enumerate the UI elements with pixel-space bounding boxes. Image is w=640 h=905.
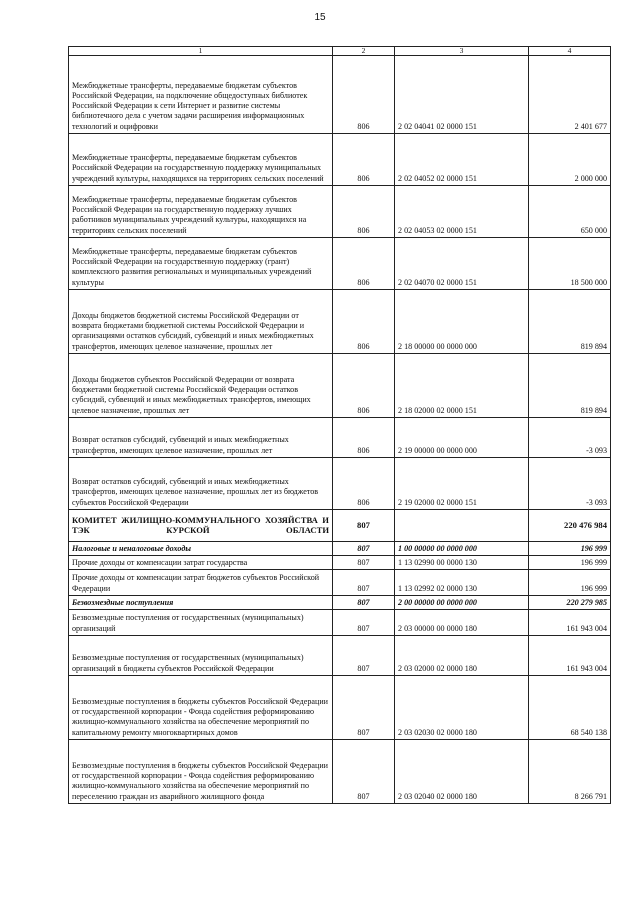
row-description: Безвозмездные поступления в бюджеты субъектов Российской Федерации от государственной корпорации - Фонда содействия реформированию жилищно-коммунального хозяйства на обеспечение мероприятий по переселению граждан из аварийного жилищного фонда	[69, 740, 333, 804]
row-admin-code: 806	[333, 418, 395, 458]
row-budget-code: 2 00 00000 00 0000 000	[395, 596, 529, 610]
section-row	[69, 596, 611, 610]
row-description: Безвозмездные поступления	[69, 596, 333, 610]
row-admin-code: 806	[333, 134, 395, 186]
row-amount: 220 279 985	[529, 596, 611, 610]
row-admin-code: 807	[333, 510, 395, 542]
row-amount: 196 999	[529, 542, 611, 556]
page-number: 15	[314, 12, 326, 23]
row-admin-code: 806	[333, 186, 395, 238]
row-description: Безвозмездные поступления в бюджеты субъектов Российской Федерации от государственной корпорации - Фонда содействия реформированию жилищно-коммунального хозяйства на обеспечение мероприятий по капитальному ремонту многоквартирных домов	[69, 676, 333, 740]
row-amount: 2 000 000	[529, 134, 611, 186]
table-row	[69, 134, 611, 186]
row-admin-code: 807	[333, 740, 395, 804]
row-amount: -3 093	[529, 458, 611, 510]
row-budget-code: 2 03 02040 02 0000 180	[395, 740, 529, 804]
column-number-row	[69, 47, 611, 56]
row-amount: 220 476 984	[529, 510, 611, 542]
table-row	[69, 570, 611, 596]
row-admin-code: 807	[333, 556, 395, 570]
row-description: Безвозмездные поступления от государственных (муниципальных) организаций	[69, 610, 333, 636]
row-budget-code: 2 02 04070 02 0000 151	[395, 238, 529, 290]
table-row	[69, 740, 611, 804]
table-row	[69, 354, 611, 418]
row-budget-code: 1 00 00000 00 0000 000	[395, 542, 529, 556]
row-amount: 8 266 791	[529, 740, 611, 804]
row-admin-code: 807	[333, 596, 395, 610]
row-description: Прочие доходы от компенсации затрат бюджетов субъектов Российской Федерации	[69, 570, 333, 596]
row-description: Межбюджетные трансферты, передаваемые бюджетам субъектов Российской Федерации на государственную поддержку лучших работников муниципальных учреждений культуры, находящихся на территориях сельских поселений	[69, 186, 333, 238]
row-budget-code: 2 02 04053 02 0000 151	[395, 186, 529, 238]
row-budget-code: 1 13 02992 02 0000 130	[395, 570, 529, 596]
table-row	[69, 418, 611, 458]
row-budget-code	[395, 510, 529, 542]
table-row	[69, 186, 611, 238]
row-budget-code: 1 13 02990 00 0000 130	[395, 556, 529, 570]
table-row	[69, 238, 611, 290]
table-row	[69, 636, 611, 676]
column-number: 1	[69, 47, 333, 56]
row-amount: 161 943 004	[529, 610, 611, 636]
row-description: Возврат остатков субсидий, субвенций и иных межбюджетных трансфертов, имеющих целевое назначение, прошлых лет из бюджетов субъектов Российской Федерации	[69, 458, 333, 510]
row-budget-code: 2 19 02000 02 0000 151	[395, 458, 529, 510]
row-amount: -3 093	[529, 418, 611, 458]
row-admin-code: 807	[333, 676, 395, 740]
row-budget-code: 2 02 04041 02 0000 151	[395, 56, 529, 134]
column-number: 3	[395, 47, 529, 56]
row-description: Прочие доходы от компенсации затрат государства	[69, 556, 333, 570]
row-amount: 161 943 004	[529, 636, 611, 676]
row-amount: 650 000	[529, 186, 611, 238]
row-budget-code: 2 03 00000 00 0000 180	[395, 610, 529, 636]
column-number: 2	[333, 47, 395, 56]
row-description: Межбюджетные трансферты, передаваемые бюджетам субъектов Российской Федерации на государственную поддержку муниципальных учреждений культуры, находящихся на территориях сельских поселений	[69, 134, 333, 186]
row-budget-code: 2 03 02030 02 0000 180	[395, 676, 529, 740]
row-description: Доходы бюджетов бюджетной системы Российской Федерации от возврата бюджетами бюджетной системы Российской Федерации и организациями остатков субсидий, субвенций и иных межбюджетных трансфертов, имеющих целевое назначение, прошлых лет	[69, 290, 333, 354]
row-budget-code: 2 03 02000 02 0000 180	[395, 636, 529, 676]
row-admin-code: 807	[333, 610, 395, 636]
row-amount: 68 540 138	[529, 676, 611, 740]
row-amount: 18 500 000	[529, 238, 611, 290]
table-row	[69, 458, 611, 510]
row-description: Доходы бюджетов субъектов Российской Федерации от возврата бюджетами бюджетной системы Российской Федерации остатков субсидий, субвенций и иных межбюджетных трансфертов, имеющих целевое назначение, прошлых лет	[69, 354, 333, 418]
row-admin-code: 806	[333, 458, 395, 510]
row-description: Налоговые и неналоговые доходы	[69, 542, 333, 556]
row-description: Возврат остатков субсидий, субвенций и иных межбюджетных трансфертов, имеющих целевое назначение, прошлых лет	[69, 418, 333, 458]
row-budget-code: 2 19 00000 00 0000 000	[395, 418, 529, 458]
row-description: Межбюджетные трансферты, передаваемые бюджетам субъектов Российской Федерации на государственную поддержку (грант) комплексного развития региональных и муниципальных учреждений культуры	[69, 238, 333, 290]
row-amount: 196 999	[529, 570, 611, 596]
column-number: 4	[529, 47, 611, 56]
table-row	[69, 556, 611, 570]
row-amount: 196 999	[529, 556, 611, 570]
row-budget-code: 2 02 04052 02 0000 151	[395, 134, 529, 186]
row-description: Безвозмездные поступления от государственных (муниципальных) организаций в бюджеты субъектов Российской Федерации	[69, 636, 333, 676]
row-admin-code: 806	[333, 56, 395, 134]
section-row	[69, 542, 611, 556]
row-admin-code: 806	[333, 354, 395, 418]
organization-row	[69, 510, 611, 542]
row-budget-code: 2 18 00000 00 0000 000	[395, 290, 529, 354]
row-admin-code: 806	[333, 290, 395, 354]
organization-name: КОМИТЕТ ЖИЛИЩНО-КОММУНАЛЬНОГО ХОЗЯЙСТВА И ТЭК КУРСКОЙ ОБЛАСТИ	[69, 510, 333, 542]
table-row	[69, 56, 611, 134]
table-row	[69, 610, 611, 636]
row-amount: 2 401 677	[529, 56, 611, 134]
row-description: Межбюджетные трансферты, передаваемые бюджетам субъектов Российской Федерации, на подключение общедоступных библиотек Российской Федерации к сети Интернет и развитие системы библиотечного дела с учетом задачи расширения информационных технологий и оцифровки	[69, 56, 333, 134]
table-row	[69, 290, 611, 354]
row-admin-code: 807	[333, 570, 395, 596]
row-amount: 819 894	[529, 354, 611, 418]
budget-table	[68, 46, 611, 804]
row-admin-code: 807	[333, 636, 395, 676]
row-amount: 819 894	[529, 290, 611, 354]
row-budget-code: 2 18 02000 02 0000 151	[395, 354, 529, 418]
row-admin-code: 806	[333, 238, 395, 290]
table-row	[69, 676, 611, 740]
row-admin-code: 807	[333, 542, 395, 556]
